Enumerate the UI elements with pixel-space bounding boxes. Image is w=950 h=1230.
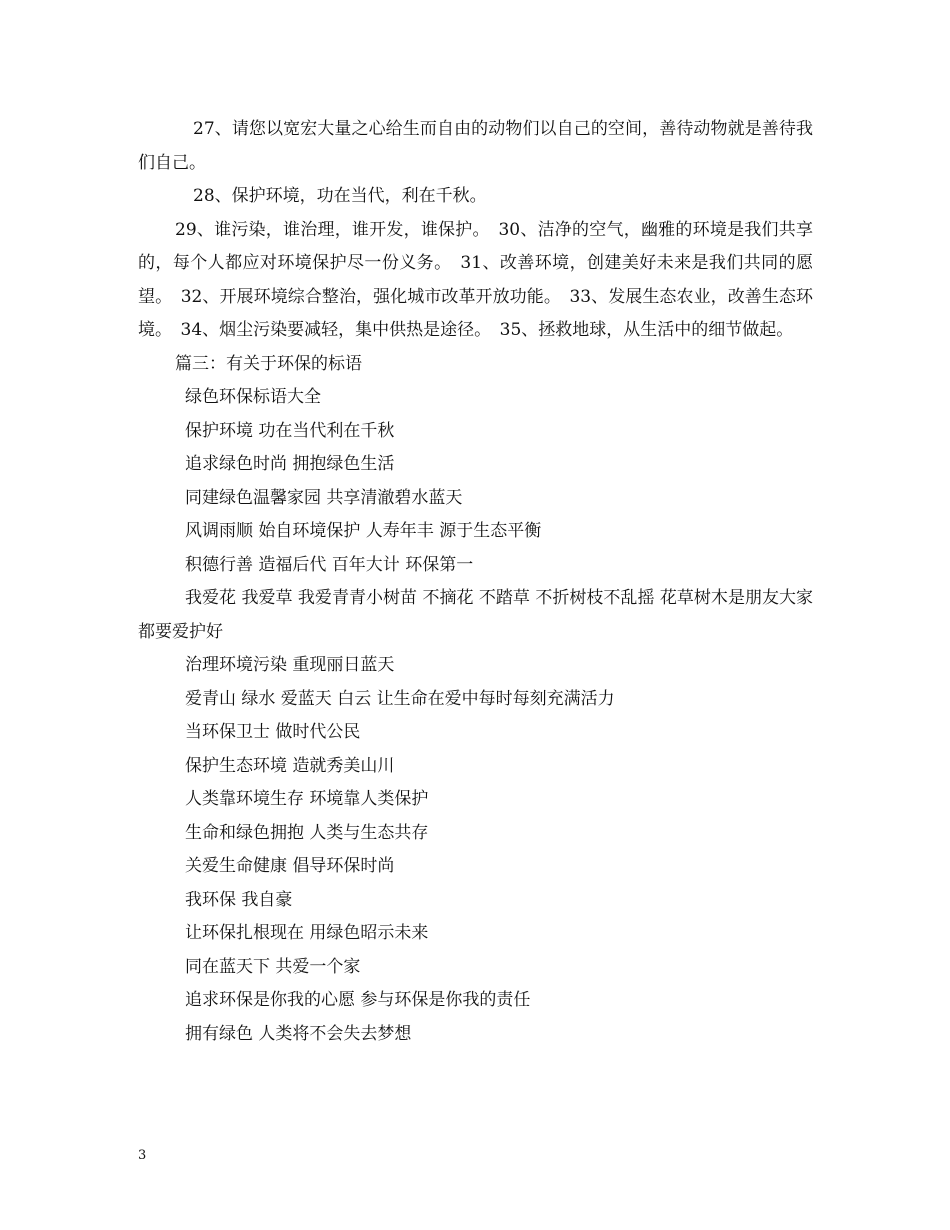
- slogan-item: 保护环境 功在当代利在千秋: [185, 420, 395, 441]
- page-number: 3: [138, 1148, 147, 1163]
- slogan-item: 追求环保是你我的心愿 参与环保是你我的责任: [185, 990, 531, 1010]
- slogan-item: 生命和绿色拥抱 人类与生态共存: [185, 822, 429, 843]
- paragraph-27: 27、请您以宽宏大量之心给生而自由的动物们以自己的空间，善待动物就是善待我们自己。: [138, 119, 813, 173]
- slogan-item: 当环保卫士 做时代公民: [185, 722, 361, 742]
- slogan-item: 积德行善 造福后代 百年大计 环保第一: [185, 554, 474, 575]
- section-title: 篇三：有关于环保的标语: [175, 353, 362, 374]
- slogan-item: 拥有绿色 人类将不会失去梦想: [185, 1023, 412, 1044]
- slogan-item: 保护生态环境 造就秀美山川: [185, 755, 395, 776]
- paragraph-29-35: 29、谁污染，谁治理，谁开发，谁保护。 30、洁净的空气，幽雅的环境是我们共享的，每个人都应对环境保护尽一份义务。 31、改善环境，创建美好未来是我们共同的愿望。 32、开展环境综合整治，强化城市改革开放功能。 33、发展生态农业，改善生态环境。 34、烟尘污染要减轻，集中供热是途径。 35、拯救地球，从生活中的细节做起。: [138, 219, 813, 340]
- slogan-item-long: 我爱花 我爱草 我爱青青小树苗 不摘花 不踏草 不折树枝不乱摇 花草树木是朋友大家都要爱护好: [138, 588, 813, 642]
- slogan-item: 治理环境污染 重现丽日蓝天: [185, 655, 395, 675]
- slogan-item: 人类靠环境生存 环境靠人类保护: [185, 789, 429, 809]
- slogan-item: 追求绿色时尚 拥抱绿色生活: [185, 454, 395, 474]
- slogan-item: 风调雨顺 始自环境保护 人寿年丰 源于生态平衡: [185, 521, 542, 541]
- slogan-item: 同建绿色温馨家园 共享清澈碧水蓝天: [185, 487, 463, 508]
- slogan-item: 关爱生命健康 倡导环保时尚: [185, 856, 395, 876]
- slogan-item: 爱青山 绿水 爱蓝天 白云 让生命在爱中每时每刻充满活力: [185, 688, 615, 709]
- slogan-item: 我环保 我自豪: [185, 889, 293, 910]
- slogan-item: 让环保扎根现在 用绿色昭示未来: [185, 923, 429, 943]
- slogan-item: 同在蓝天下 共爱一个家: [185, 956, 361, 977]
- paragraph-28: 28、保护环境，功在当代，利在千秋。: [193, 186, 487, 206]
- document-body: [138, 113, 813, 1051]
- list-heading: 绿色环保标语大全: [185, 387, 321, 407]
